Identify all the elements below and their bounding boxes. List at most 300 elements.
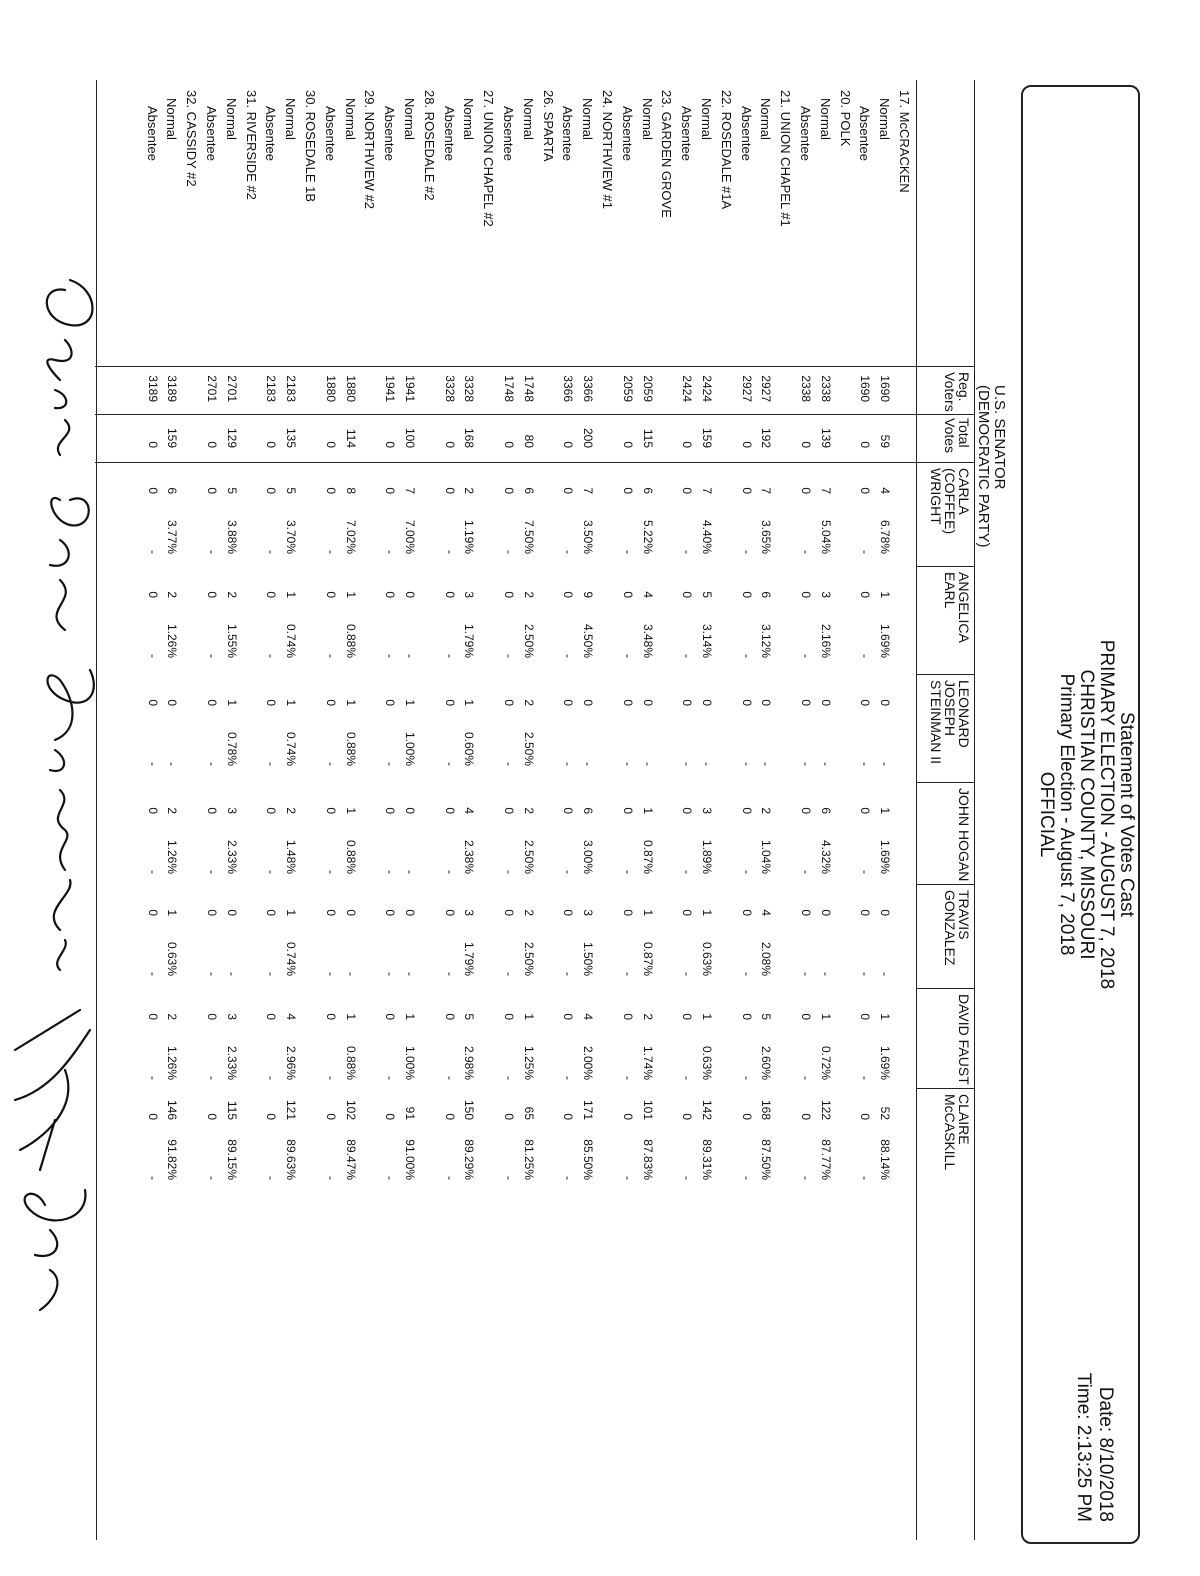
candidate-votes-cell: 0	[620, 487, 635, 494]
candidate-percent-cell: -	[581, 762, 596, 766]
total-votes-cell: 0	[502, 441, 516, 448]
candidate-percent-cell: 1.26%	[165, 839, 180, 874]
candidate-percent-cell: 89.29%	[462, 1139, 477, 1180]
candidate-votes-cell: 6	[165, 487, 180, 494]
candidate-votes-cell: 0	[323, 909, 338, 916]
candidate-votes-cell: 0	[561, 807, 576, 814]
candidate-percent-cell: -	[680, 1076, 695, 1080]
candidate-votes-cell: 4	[878, 487, 893, 494]
candidate-votes-cell: 0	[383, 591, 398, 598]
candidate-percent-cell: -	[205, 1176, 219, 1180]
candidate-votes-cell: 1	[640, 807, 655, 814]
candidate-percent-cell: 1.79%	[462, 623, 477, 658]
candidate-votes-cell: 122	[818, 1099, 833, 1120]
candidate-percent-cell: 1.79%	[462, 941, 477, 976]
candidate-votes-cell: 0	[858, 487, 873, 494]
reg-voters-cell: 2424	[680, 375, 695, 402]
candidate-percent-cell: -	[858, 870, 873, 874]
candidate-votes-cell: 0	[442, 909, 457, 916]
candidate-votes-cell: 0	[858, 1113, 873, 1120]
candidate-votes-cell: 101	[640, 1099, 655, 1120]
col-candidate-2-line: LEONARD	[956, 680, 972, 748]
col-candidate-4-line: GONZALEZ	[942, 890, 958, 966]
candidate-votes-cell: 0	[205, 909, 219, 916]
candidate-votes-cell: 0	[264, 487, 279, 494]
candidate-votes-cell: 2	[165, 591, 180, 598]
candidate-percent-cell: -	[323, 972, 338, 976]
candidate-votes-cell: 0	[700, 699, 714, 706]
candidate-votes-cell: 0	[561, 1013, 576, 1020]
race-title: U.S. SENATOR	[991, 385, 1008, 490]
candidate-percent-cell: 0.74%	[284, 731, 299, 766]
col-candidate-4-line: TRAVIS	[956, 890, 972, 940]
candidate-percent-cell: 0.74%	[284, 623, 299, 658]
candidate-percent-cell: -	[205, 654, 219, 658]
total-votes-cell: 0	[620, 441, 635, 448]
total-votes-cell: 0	[442, 441, 457, 448]
candidate-percent-cell: -	[620, 762, 635, 766]
column-divider	[917, 566, 975, 567]
candidate-percent-cell: -	[680, 654, 695, 658]
candidate-percent-cell: -	[383, 654, 398, 658]
total-votes-cell: 114	[343, 428, 358, 448]
vote-type-label: Normal	[342, 98, 358, 140]
vote-type-label: Absentee	[382, 106, 398, 161]
candidate-votes-cell: 0	[858, 1013, 873, 1020]
total-votes-cell: 135	[284, 427, 299, 448]
candidate-votes-cell: 0	[680, 487, 695, 494]
column-divider	[917, 988, 975, 989]
candidate-votes-cell: 0	[858, 807, 873, 814]
candidate-votes-cell: 0	[799, 1013, 813, 1020]
vote-type-label: Normal	[699, 98, 714, 140]
candidate-votes-cell: 1	[521, 1013, 536, 1020]
candidate-votes-cell: 171	[581, 1099, 596, 1120]
candidate-votes-cell: 0	[205, 807, 219, 814]
candidate-percent-cell: -	[561, 972, 576, 976]
candidate-votes-cell: 6	[521, 487, 536, 494]
candidate-percent-cell: -	[878, 762, 893, 766]
candidate-votes-cell: 0	[323, 1013, 338, 1020]
candidate-votes-cell: 3	[462, 909, 477, 916]
candidate-percent-cell: 0.78%	[224, 731, 239, 766]
candidate-percent-cell: 1.19%	[462, 519, 477, 554]
signature-1	[47, 280, 93, 630]
column-divider	[917, 782, 975, 783]
vote-type-label: Normal	[164, 98, 180, 140]
reg-voters-cell: 3366	[561, 375, 576, 402]
candidate-percent-cell: -	[264, 550, 279, 554]
candidate-percent-cell: -	[383, 550, 398, 554]
candidate-votes-cell: 4	[462, 807, 477, 814]
candidate-votes-cell: 0	[264, 591, 279, 598]
signature-4	[25, 1190, 86, 1310]
precinct-name: 22. ROSEDALE #1A	[718, 90, 734, 210]
candidate-percent-cell: -	[680, 762, 695, 766]
vote-type-label: Absentee	[322, 106, 338, 161]
candidate-votes-cell: 7	[403, 487, 417, 494]
candidate-votes-cell: 1	[403, 1013, 417, 1020]
candidate-percent-cell: 0.88%	[343, 623, 358, 658]
candidate-percent-cell: -	[403, 654, 417, 658]
candidate-votes-cell: 0	[620, 1013, 635, 1020]
candidate-percent-cell: 2.50%	[521, 731, 536, 766]
race-party: (DEMOCRATIC PARTY)	[975, 385, 992, 548]
candidate-percent-cell: -	[739, 1176, 754, 1180]
candidate-percent-cell: -	[799, 972, 813, 976]
reg-voters-cell: 1748	[502, 375, 516, 402]
candidate-votes-cell: 0	[442, 591, 457, 598]
candidate-votes-cell: 0	[680, 699, 695, 706]
candidate-percent-cell: -	[878, 972, 893, 976]
candidate-percent-cell: -	[561, 1176, 576, 1180]
candidate-percent-cell: 4.50%	[581, 623, 596, 658]
candidate-votes-cell: 1	[224, 699, 239, 706]
candidate-votes-cell: 0	[799, 699, 813, 706]
candidate-percent-cell: 91.82%	[165, 1139, 180, 1180]
candidate-votes-cell: 0	[264, 807, 279, 814]
candidate-percent-cell: -	[145, 1076, 160, 1080]
candidate-percent-cell: -	[383, 1176, 398, 1180]
candidate-percent-cell: 7.02%	[343, 519, 358, 554]
candidate-percent-cell: 1.00%	[403, 1045, 417, 1080]
col-candidate-6-line: CLAIRE	[956, 1094, 972, 1145]
candidate-percent-cell: -	[383, 762, 398, 766]
candidate-percent-cell: -	[502, 550, 516, 554]
candidate-votes-cell: 2	[759, 807, 774, 814]
candidate-percent-cell: -	[205, 1076, 219, 1080]
col-total-votes	[943, 418, 971, 453]
reg-voters-cell: 1690	[878, 375, 893, 402]
candidate-votes-cell: 0	[165, 699, 180, 706]
candidate-percent-cell: 5.04%	[818, 519, 833, 554]
candidate-percent-cell: 4.32%	[818, 839, 833, 874]
candidate-votes-cell: 65	[521, 1106, 536, 1120]
total-votes-cell: 100	[403, 427, 417, 448]
candidate-percent-cell: 1.26%	[165, 1045, 180, 1080]
candidate-percent-cell: -	[739, 654, 754, 658]
candidate-percent-cell: -	[383, 870, 398, 874]
candidate-votes-cell: 0	[799, 1113, 813, 1120]
candidate-percent-cell: -	[561, 550, 576, 554]
candidate-percent-cell: -	[145, 870, 160, 874]
candidate-percent-cell: -	[680, 550, 695, 554]
candidate-votes-cell: 0	[640, 699, 655, 706]
candidate-votes-cell: 2	[521, 909, 536, 916]
reg-voters-cell: 2059	[640, 375, 655, 402]
candidate-percent-cell: -	[620, 1076, 635, 1080]
candidate-votes-cell: 3	[224, 807, 239, 814]
candidate-votes-cell: 0	[739, 807, 754, 814]
vote-type-label: Absentee	[619, 106, 635, 161]
candidate-percent-cell: 7.50%	[521, 519, 536, 554]
column-divider	[917, 1088, 975, 1089]
candidate-votes-cell: 2	[640, 1013, 655, 1020]
candidate-votes-cell: 3	[581, 909, 596, 916]
col-candidate-2-line: STEINMAN II	[928, 680, 944, 765]
total-votes-cell: 129	[224, 427, 239, 448]
total-votes-cell: 0	[383, 441, 398, 448]
candidate-percent-cell: -	[561, 870, 576, 874]
candidate-percent-cell: -	[799, 654, 813, 658]
column-divider	[95, 414, 975, 415]
candidate-percent-cell: -	[858, 1076, 873, 1080]
vote-type-label: Normal	[580, 98, 596, 140]
reg-voters-cell: 2424	[700, 375, 714, 402]
vote-type-label: Normal	[520, 98, 536, 140]
candidate-percent-cell: 2.50%	[521, 839, 536, 874]
candidate-votes-cell: 0	[145, 591, 160, 598]
col-candidate-1-line: ANGELICA	[956, 572, 972, 643]
candidate-votes-cell: 0	[403, 909, 417, 916]
candidate-votes-cell: 0	[403, 591, 417, 598]
precinct-name: 29. NORTHVIEW #2	[362, 90, 378, 209]
candidate-percent-cell: 0.87%	[640, 941, 655, 976]
precinct-name: 32. CASSIDY #2	[184, 90, 200, 187]
candidate-votes-cell: 0	[145, 1013, 160, 1020]
candidate-votes-cell: 102	[343, 1099, 358, 1120]
candidate-votes-cell: 1	[640, 909, 655, 916]
column-divider	[95, 366, 975, 367]
candidate-percent-cell: -	[620, 1176, 635, 1180]
candidate-votes-cell: 1	[284, 591, 299, 598]
candidate-percent-cell: -	[739, 550, 754, 554]
candidate-votes-cell: 0	[383, 487, 398, 494]
vote-type-label: Absentee	[679, 106, 695, 161]
candidate-votes-cell: 2	[224, 591, 239, 598]
candidate-votes-cell: 1	[165, 909, 180, 916]
candidate-percent-cell: 3.00%	[581, 839, 596, 874]
candidate-percent-cell: 3.48%	[640, 623, 655, 658]
candidate-percent-cell: 0.60%	[462, 731, 477, 766]
candidate-percent-cell: -	[403, 972, 417, 976]
header-divider	[916, 80, 917, 1540]
candidate-percent-cell: 1.69%	[878, 623, 893, 658]
candidate-percent-cell: 87.50%	[759, 1139, 774, 1180]
precinct-name: 23. GARDEN GROVE	[659, 90, 675, 218]
candidate-percent-cell: -	[442, 1176, 457, 1180]
candidate-percent-cell: -	[620, 870, 635, 874]
total-votes-cell: 200	[581, 427, 596, 448]
column-divider	[917, 674, 975, 675]
candidate-percent-cell: -	[205, 972, 219, 976]
candidate-votes-cell: 150	[462, 1099, 477, 1120]
candidate-votes-cell: 0	[561, 1113, 576, 1120]
candidate-percent-cell: 0.63%	[700, 1045, 714, 1080]
candidate-votes-cell: 142	[700, 1099, 714, 1120]
candidate-percent-cell: -	[145, 762, 160, 766]
candidate-percent-cell: 2.50%	[521, 623, 536, 658]
candidate-votes-cell: 2	[521, 807, 536, 814]
candidate-votes-cell: 0	[145, 487, 160, 494]
candidate-votes-cell: 0	[739, 909, 754, 916]
report-time: Time: 2:13:25 PM	[1073, 1372, 1094, 1522]
candidate-votes-cell: 0	[561, 487, 576, 494]
total-votes-cell: 0	[680, 441, 695, 448]
candidate-votes-cell: 0	[878, 699, 893, 706]
candidate-votes-cell: 0	[442, 807, 457, 814]
candidate-percent-cell: 1.69%	[878, 839, 893, 874]
candidate-votes-cell: 0	[502, 1013, 516, 1020]
candidate-votes-cell: 0	[442, 1013, 457, 1020]
precinct-name: 24. NORTHVIEW #1	[600, 90, 615, 209]
candidate-percent-cell: 1.89%	[700, 839, 714, 874]
candidate-votes-cell: 0	[323, 487, 338, 494]
candidate-votes-cell: 168	[759, 1099, 774, 1120]
candidate-votes-cell: 2	[521, 591, 536, 598]
candidate-votes-cell: 0	[264, 1013, 279, 1020]
candidate-percent-cell: -	[620, 972, 635, 976]
total-votes-cell: 0	[145, 441, 160, 448]
col-candidate-4	[943, 890, 971, 965]
col-candidate-6	[943, 1094, 971, 1170]
candidate-votes-cell: 6	[759, 591, 774, 598]
candidate-percent-cell: -	[145, 654, 160, 658]
candidate-percent-cell: -	[442, 972, 457, 976]
candidate-votes-cell: 0	[502, 807, 516, 814]
report-date: Date: 8/10/2018	[1095, 1386, 1116, 1522]
candidate-votes-cell: 0	[205, 699, 219, 706]
candidate-votes-cell: 0	[620, 909, 635, 916]
col-candidate-0-line: (COFFEE)	[942, 468, 958, 535]
candidate-votes-cell: 7	[581, 487, 596, 494]
candidate-percent-cell: -	[205, 870, 219, 874]
candidate-percent-cell: -	[323, 762, 338, 766]
col-reg-voters-line: Voters	[942, 372, 958, 412]
candidate-percent-cell: -	[700, 762, 714, 766]
vote-type-label: Absentee	[560, 106, 576, 161]
total-votes-cell: 159	[700, 427, 714, 448]
candidate-percent-cell: 2.98%	[462, 1045, 477, 1080]
vote-type-label: Normal	[758, 98, 774, 140]
vote-type-label: Absentee	[263, 106, 279, 161]
candidate-percent-cell: -	[858, 550, 873, 554]
candidate-votes-cell: 0	[224, 909, 239, 916]
reg-voters-cell: 2701	[224, 375, 239, 402]
candidate-votes-cell: 3	[700, 807, 714, 814]
candidate-votes-cell: 4	[581, 1013, 596, 1020]
candidate-percent-cell: -	[264, 870, 279, 874]
col-candidate-6-line: McCASKILL	[942, 1094, 958, 1171]
reg-voters-cell: 3189	[165, 375, 180, 402]
candidate-votes-cell: 0	[264, 909, 279, 916]
column-divider	[95, 462, 975, 463]
candidate-percent-cell: -	[680, 1176, 695, 1180]
candidate-percent-cell: 2.60%	[759, 1045, 774, 1080]
vote-type-label: Absentee	[501, 106, 516, 161]
candidate-votes-cell: 6	[818, 807, 833, 814]
candidate-percent-cell: -	[165, 762, 180, 766]
candidate-votes-cell: 0	[620, 807, 635, 814]
candidate-percent-cell: -	[323, 550, 338, 554]
candidate-percent-cell: 2.38%	[462, 839, 477, 874]
col-candidate-0	[929, 468, 971, 534]
total-votes-cell: 80	[521, 434, 536, 448]
handwritten-signatures	[0, 270, 110, 1320]
candidate-votes-cell: 0	[858, 909, 873, 916]
candidate-percent-cell: -	[799, 1076, 813, 1080]
candidate-votes-cell: 4	[284, 1013, 299, 1020]
candidate-votes-cell: 1	[284, 699, 299, 706]
candidate-votes-cell: 0	[502, 591, 516, 598]
candidate-votes-cell: 1	[700, 909, 714, 916]
candidate-percent-cell: -	[502, 1176, 516, 1180]
total-votes-cell: 0	[264, 441, 279, 448]
candidate-votes-cell: 5	[759, 1013, 774, 1020]
vote-type-label: Absentee	[204, 106, 219, 161]
candidate-votes-cell: 0	[818, 909, 833, 916]
precinct-name: 31. RIVERSIDE #2	[243, 90, 259, 200]
candidate-votes-cell: 8	[343, 487, 358, 494]
candidate-votes-cell: 0	[323, 591, 338, 598]
candidate-votes-cell: 0	[145, 909, 160, 916]
candidate-percent-cell: 2.33%	[224, 1045, 239, 1080]
candidate-percent-cell: 1.50%	[581, 941, 596, 976]
candidate-percent-cell: -	[145, 972, 160, 976]
candidate-percent-cell: -	[680, 972, 695, 976]
candidate-votes-cell: 5	[700, 591, 714, 598]
total-votes-cell: 168	[462, 427, 477, 448]
candidate-percent-cell: -	[264, 1076, 279, 1080]
candidate-percent-cell: 2.00%	[581, 1045, 596, 1080]
col-reg-voters-line: Reg.	[956, 372, 972, 402]
precinct-name: 30. ROSEDALE 1B	[303, 90, 318, 202]
candidate-votes-cell: 0	[620, 1113, 635, 1120]
candidate-votes-cell: 0	[145, 1113, 160, 1120]
reg-voters-cell: 2701	[205, 375, 219, 402]
total-votes-cell: 0	[858, 441, 873, 448]
candidate-votes-cell: 7	[818, 487, 833, 494]
candidate-percent-cell: -	[561, 654, 576, 658]
candidate-percent-cell: -	[640, 762, 655, 766]
vote-type-label: Normal	[817, 98, 833, 140]
candidate-percent-cell: 2.50%	[521, 941, 536, 976]
candidate-percent-cell: -	[799, 1176, 813, 1180]
total-votes-cell: 0	[205, 441, 219, 448]
candidate-votes-cell: 0	[205, 1013, 219, 1020]
candidate-votes-cell: 1	[462, 699, 477, 706]
candidate-votes-cell: 1	[343, 591, 358, 598]
candidate-percent-cell: -	[739, 1076, 754, 1080]
candidate-votes-cell: 1	[343, 699, 358, 706]
candidate-votes-cell: 0	[680, 591, 695, 598]
total-votes-cell: 115	[640, 428, 655, 448]
candidate-votes-cell: 0	[403, 807, 417, 814]
candidate-percent-cell: 1.48%	[284, 839, 299, 874]
reg-voters-cell: 3189	[145, 375, 160, 402]
candidate-votes-cell: 2	[462, 487, 477, 494]
candidate-percent-cell: -	[264, 762, 279, 766]
col-candidate-2-line: JOSEPH	[942, 680, 958, 737]
candidate-votes-cell: 0	[878, 909, 893, 916]
candidate-percent-cell: -	[323, 1176, 338, 1180]
candidate-percent-cell: -	[145, 1176, 160, 1180]
col-total-votes-line: Total	[956, 418, 972, 448]
candidate-percent-cell: 3.14%	[700, 623, 714, 658]
candidate-percent-cell: -	[442, 1076, 457, 1080]
candidate-percent-cell: -	[383, 1076, 398, 1080]
candidate-votes-cell: 0	[205, 1113, 219, 1120]
election-name: PRIMARY ELECTION - AUGUST 7, 2018	[1096, 639, 1117, 990]
candidate-votes-cell: 0	[343, 909, 358, 916]
candidate-percent-cell: 89.31%	[700, 1139, 714, 1180]
candidate-votes-cell: 0	[502, 909, 516, 916]
candidate-votes-cell: 6	[640, 487, 655, 494]
candidate-votes-cell: 121	[284, 1099, 299, 1120]
candidate-percent-cell: 0.74%	[284, 941, 299, 976]
reg-voters-cell: 2927	[759, 375, 774, 402]
candidate-votes-cell: 0	[561, 909, 576, 916]
